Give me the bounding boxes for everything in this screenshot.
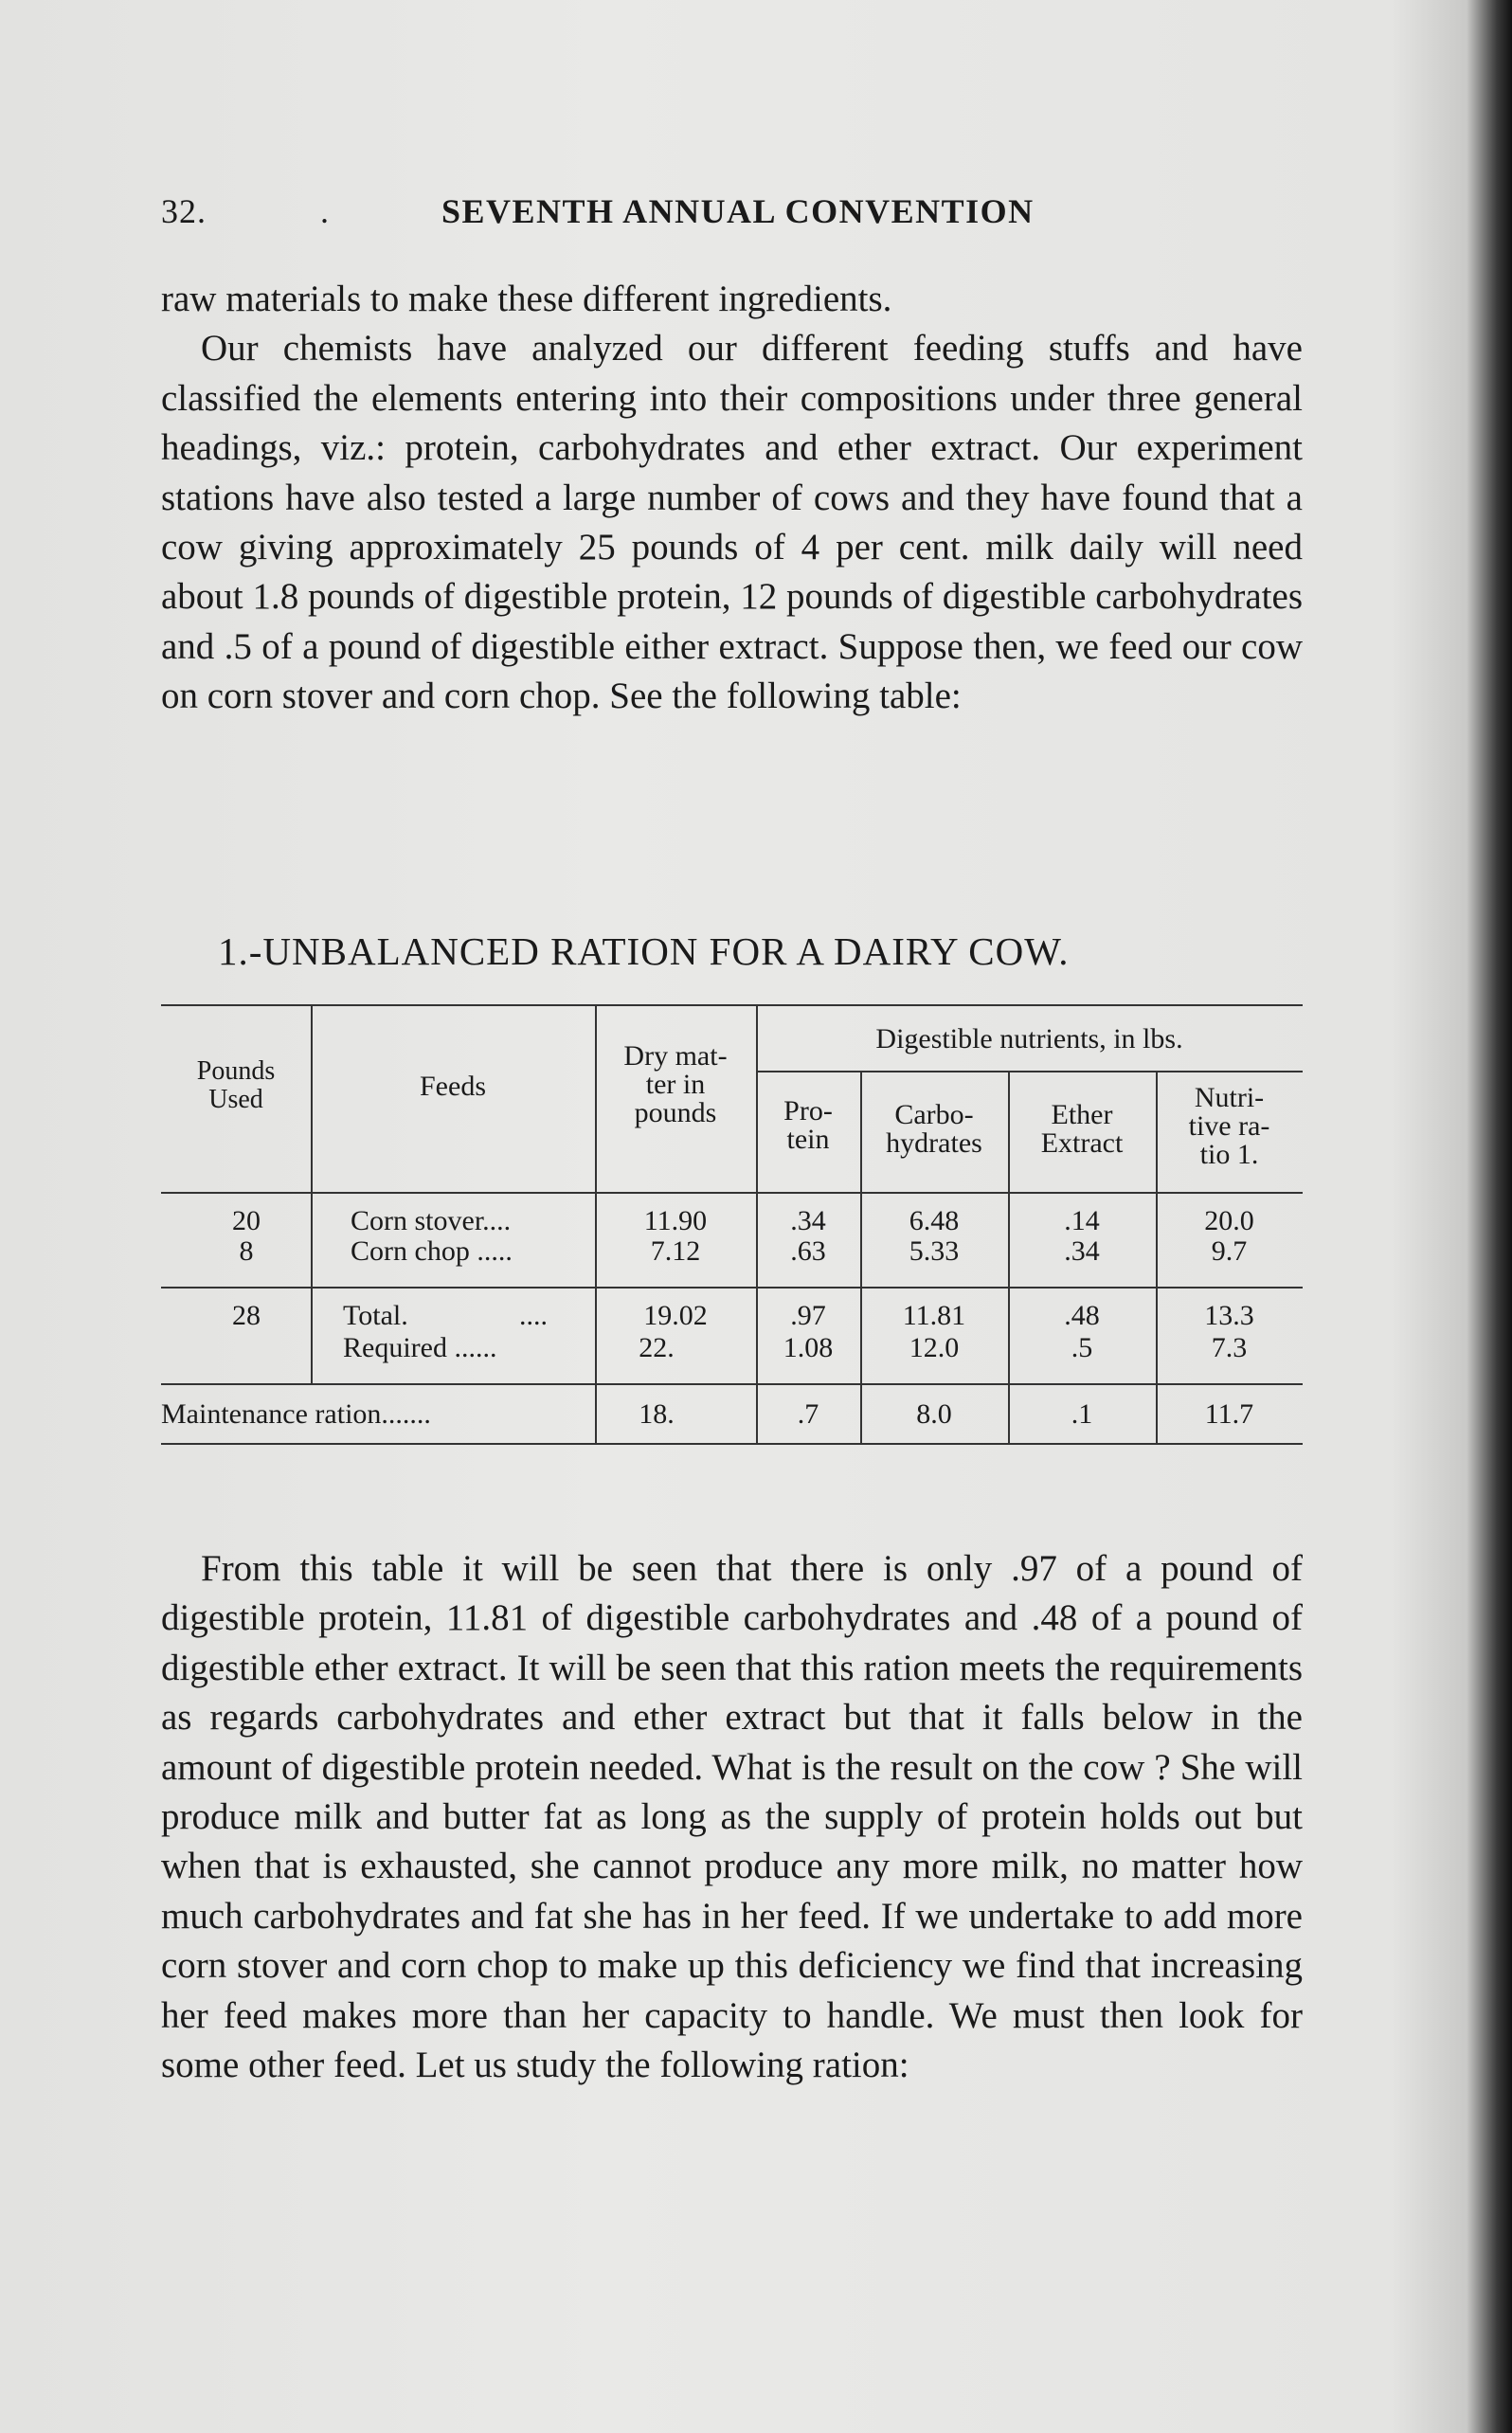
ration-table	[161, 1004, 1303, 1459]
cell-feed: Total.	[343, 1300, 408, 1331]
cell-feed: Corn chop .....	[351, 1235, 513, 1267]
header-ether-extract: Ether Extract	[1040, 1099, 1124, 1159]
cell-protein: .34	[790, 1205, 826, 1236]
cell-carbo: 8.0	[916, 1398, 952, 1430]
cell-ratio: 7.3	[1211, 1332, 1248, 1363]
header-feeds: Feeds	[420, 1071, 486, 1102]
cell-protein: .63	[790, 1235, 826, 1267]
paragraph: Our chemists have analyzed our different feeding stuffs and have classified the elements entering into their compositions under three general headings, viz.: protein, carbohydrates and ether extract. Our experiment stations have also tested a large number of cows and they have found that a cow giving approximately 25 pounds of 4 per cent. milk daily will need about 1.8 pounds of digestible protein, 12 pounds of digestible carbohydrates and .5 of a pound of digestible either extract. Suppose then, we feed our cow on corn stover and corn chop. See the following table:	[161, 328, 1303, 717]
cell-ether: .14	[1064, 1205, 1100, 1236]
cell-pounds: 8	[239, 1235, 254, 1267]
cell-dry: 18.	[639, 1398, 675, 1430]
maintenance-label: Maintenance ration.......	[161, 1398, 431, 1430]
cell-ratio: 11.7	[1204, 1398, 1254, 1430]
body-text-top	[161, 275, 1303, 722]
cell-ratio: 9.7	[1211, 1235, 1248, 1267]
cell-feed: Required ......	[343, 1332, 497, 1363]
paragraph: From this table it will be seen that there is only .97 of a pound of digestible protein, 11.81 of digestible carbohydrates and .48 of a pound of digestible ether extract. It will be seen that this ration meets the requirements as regards carbohydrates and ether extract but that it falls below in the amount of digestible protein needed. What is the result on the cow ? She will produce milk and butter fat as long as the supply of protein holds out but when that is exhausted, she cannot produce any more milk, no matter how much carbohydrates and fat she has in her feed. If we undertake to add more corn stover and corn chop to make up this deficiency we find that increasing her feed makes more than her capacity to handle. We must then look for some other feed. Let us study the following ration:	[161, 1548, 1303, 2086]
cell-pounds: 20	[232, 1205, 261, 1236]
header-digestible-nutrients: Digestible nutrients, in lbs.	[875, 1023, 1183, 1054]
cell-carbo: 12.0	[909, 1332, 960, 1363]
header-protein: Pro- tein	[783, 1095, 833, 1155]
cell-protein: 1.08	[783, 1332, 834, 1363]
cell-ether: .1	[1071, 1398, 1093, 1430]
header-dot: .	[320, 192, 330, 230]
header-nutritive-ratio: Nutri- tive ra- tio 1.	[1188, 1082, 1270, 1170]
cell-dry: 11.90	[643, 1205, 708, 1236]
body-text-bottom	[161, 1544, 1303, 2090]
cell-dry: 7.12	[650, 1235, 701, 1267]
cell-ether: .34	[1064, 1235, 1100, 1267]
header-title: SEVENTH ANNUAL CONVENTION	[441, 192, 1035, 230]
cell-dry: 22.	[639, 1332, 675, 1363]
cell-carbo: 5.33	[909, 1235, 960, 1267]
cell-dry: 19.02	[643, 1300, 708, 1331]
cell-ratio: 13.3	[1204, 1300, 1254, 1331]
cell-carbo: 6.48	[909, 1205, 960, 1236]
cell-pounds: 28	[232, 1300, 261, 1331]
header-pounds-used: Pounds Used	[196, 1056, 276, 1114]
page-number: 32.	[161, 192, 207, 230]
cell-ether: .5	[1071, 1332, 1093, 1363]
table-title: 1.-UNBALANCED RATION FOR A DAIRY COW.	[218, 929, 1070, 973]
header-dry-matter: Dry mat- ter in pounds	[623, 1040, 728, 1128]
cell-feed: Corn stover....	[351, 1205, 512, 1236]
cell-ratio: 20.0	[1204, 1205, 1254, 1236]
cell-feed-dots: ....	[519, 1300, 548, 1331]
header-carbohydrates: Carbo- hydrates	[886, 1099, 982, 1159]
cell-carbo: 11.81	[902, 1300, 966, 1331]
paragraph: raw materials to make these different ingredients.	[161, 279, 892, 319]
cell-protein: .97	[790, 1300, 826, 1331]
cell-ether: .48	[1064, 1300, 1100, 1331]
cell-protein: .7	[797, 1398, 819, 1430]
